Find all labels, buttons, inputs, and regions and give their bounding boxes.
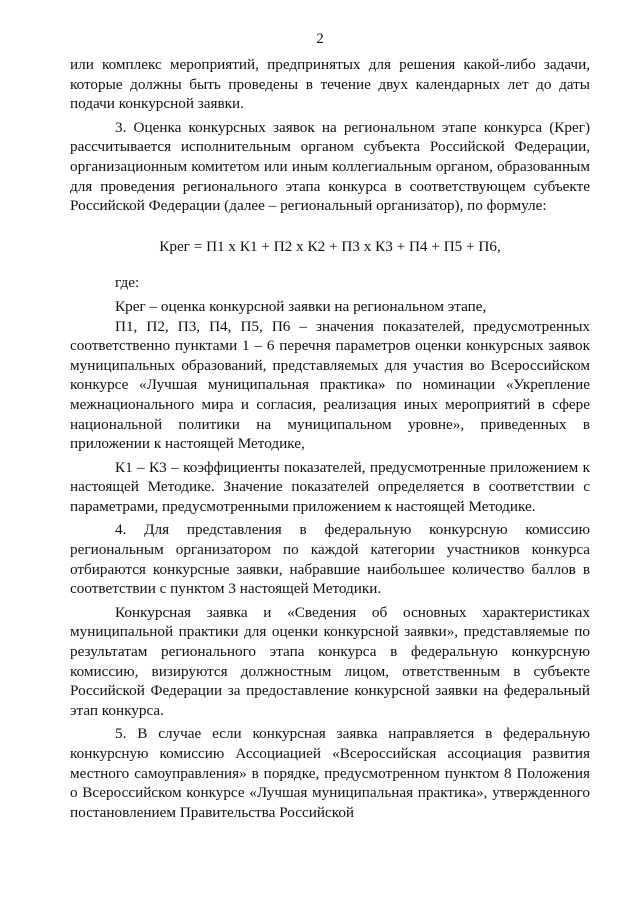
definition-indicators: П1, П2, П3, П4, П5, П6 – значения показателей, предусмотренных соответственно пунктами 1 – 6 перечня параметров оценки конкурсных заявок муниципальных образований, представляемых для участия во Всероссийском конкурсе «Лучшая муниципальная практика» по номинации «Укрепление межнационального мира и согласия, реализация иных мероприятий в сфере национальной политики на муниципальном уровне», приведенных в приложении к настоящей Методике, xyxy=(70,317,590,453)
document-body xyxy=(70,55,590,822)
paragraph-4: 4. Для представления в федеральную конкурсную комиссию региональным организатором по каждой категории участников конкурса отбираются конкурсные заявки, набравшие наибольшее количество баллов в соответствии с пунктом 3 настоящей Методики. xyxy=(70,521,590,598)
page-number: 2 xyxy=(316,31,324,47)
definition-kreg: Крег – оценка конкурсной заявки на региональном этапе, xyxy=(115,297,487,315)
definition-coefficients: К1 – К3 – коэффициенты показателей, предусмотренные приложением к настоящей Методике. Значение показателей определяется в соответствии с параметрами, предусмотренными приложением к настоящей Методике. xyxy=(70,458,590,515)
where-label: где: xyxy=(115,274,140,292)
paragraph-3: 3. Оценка конкурсных заявок на региональном этапе конкурса (Крег) рассчитывается исполнительным органом субъекта Российской Федерации, организационным комитетом или иным коллегиальным органом, образованным для проведения регионального этапа конкурса в соответствующем субъекте Российской Федерации (далее – региональный организатор), по формуле: xyxy=(70,118,590,215)
formula: Крег = П1 х К1 + П2 х К2 + П3 х К3 + П4 + П5 + П6, xyxy=(159,237,501,255)
paragraph-continuation: или комплекс мероприятий, предпринятых для решения какой-либо задачи, которые должны быть проведены в течение двух календарных лет до даты подачи конкурсной заявки. xyxy=(70,56,590,113)
paragraph-5: 5. В случае если конкурсная заявка направляется в федеральную конкурсную комиссию Ассоциацией «Всероссийская ассоциация развития местного самоуправления» в порядке, предусмотренном пунктом 8 Положения о Всероссийском конкурсе «Лучшая муниципальная практика», утвержденного постановлением Правительства Российской xyxy=(70,725,590,821)
paragraph-4-continued: Конкурсная заявка и «Сведения об основных характеристиках муниципальной практики для оценки конкурсной заявки», представляемые по результатам регионального этапа конкурса в федеральную конкурсную комиссию, визируются должностным лицом, ответственным в субъекте Российской Федерации за предоставление конкурсной заявки на федеральный этап конкурса. xyxy=(70,603,590,719)
